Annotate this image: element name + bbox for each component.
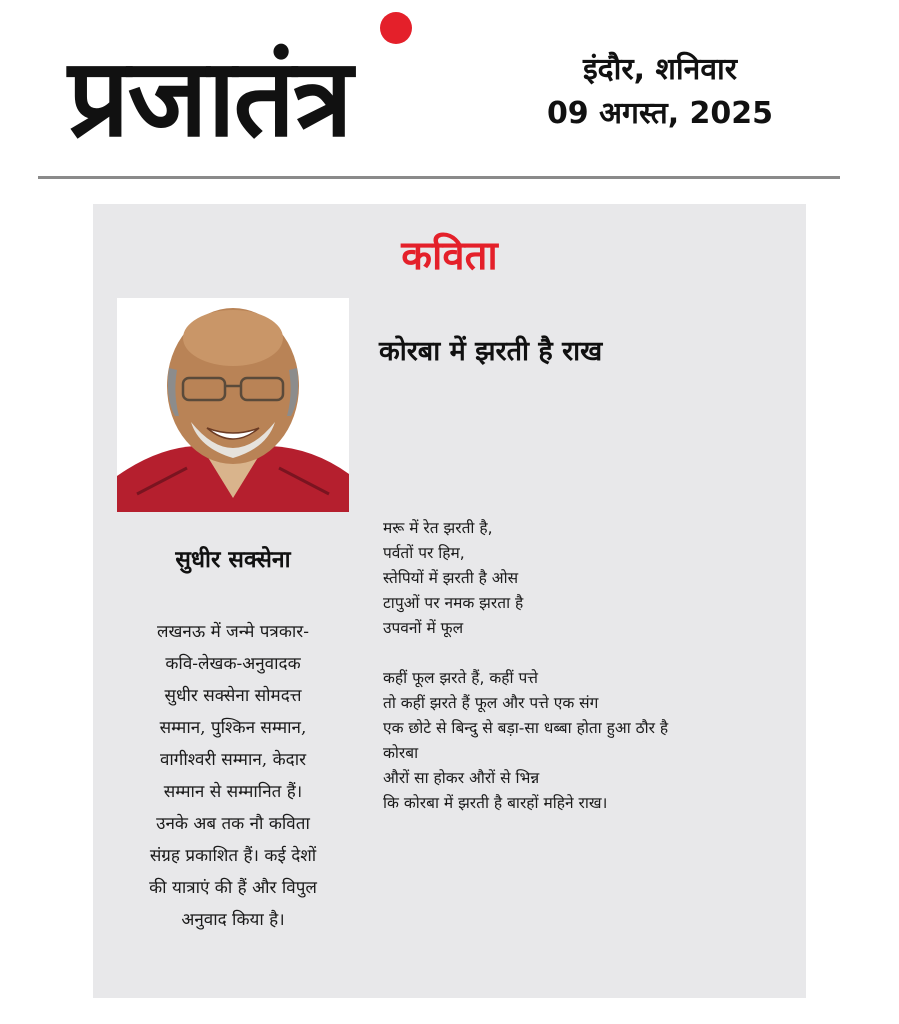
logo-red-dot <box>380 12 412 44</box>
poem-body: मरू में रेत झरती है, पर्वतों पर हिम, स्तेपियों में झरती है ओस टापुओं पर नमक झरता है उपवनों में फूल कहीं फूल झरते हैं, कहीं पत्ते तो कहीं झरते हैं फूल और पत्ते एक संग एक छोटे से बिन्दु से बड़ा-सा धब्बा होता हुआ ठौर है कोरबा औरों सा होकर औरों से भिन्न कि कोरबा में झरती है बारहों महिने राख। <box>383 519 669 812</box>
poem-title: कोरबा में झरती है राख <box>379 336 603 367</box>
section-title: कविता <box>401 233 498 279</box>
author-name: सुधीर सक्सेना <box>175 546 291 573</box>
author-portrait-image <box>117 298 349 512</box>
newspaper-logo: प्रजातंत्र <box>68 36 351 161</box>
dateline <box>520 48 800 136</box>
masthead <box>0 0 899 180</box>
author-bio: लखनऊ में जन्मे पत्रकार- कवि-लेखक-अनुवादक सुधीर सक्सेना सोमदत्त सम्मान, पुश्किन सम्मान, वागीश्वरी सम्मान, केदार सम्मान से सम्मानित हैं। उनके अब तक नौ कविता संग्रह प्रकाशित हैं। कई देशों की यात्राएं की हैं और विपुल अनुवाद किया है। <box>149 622 317 930</box>
masthead-divider <box>38 176 840 179</box>
poem-panel <box>93 204 806 998</box>
dateline-date: 09 अगस्त, 2025 <box>546 96 774 131</box>
dateline-city-day: इंदौर, शनिवार <box>582 52 738 87</box>
author-photo <box>117 298 349 512</box>
